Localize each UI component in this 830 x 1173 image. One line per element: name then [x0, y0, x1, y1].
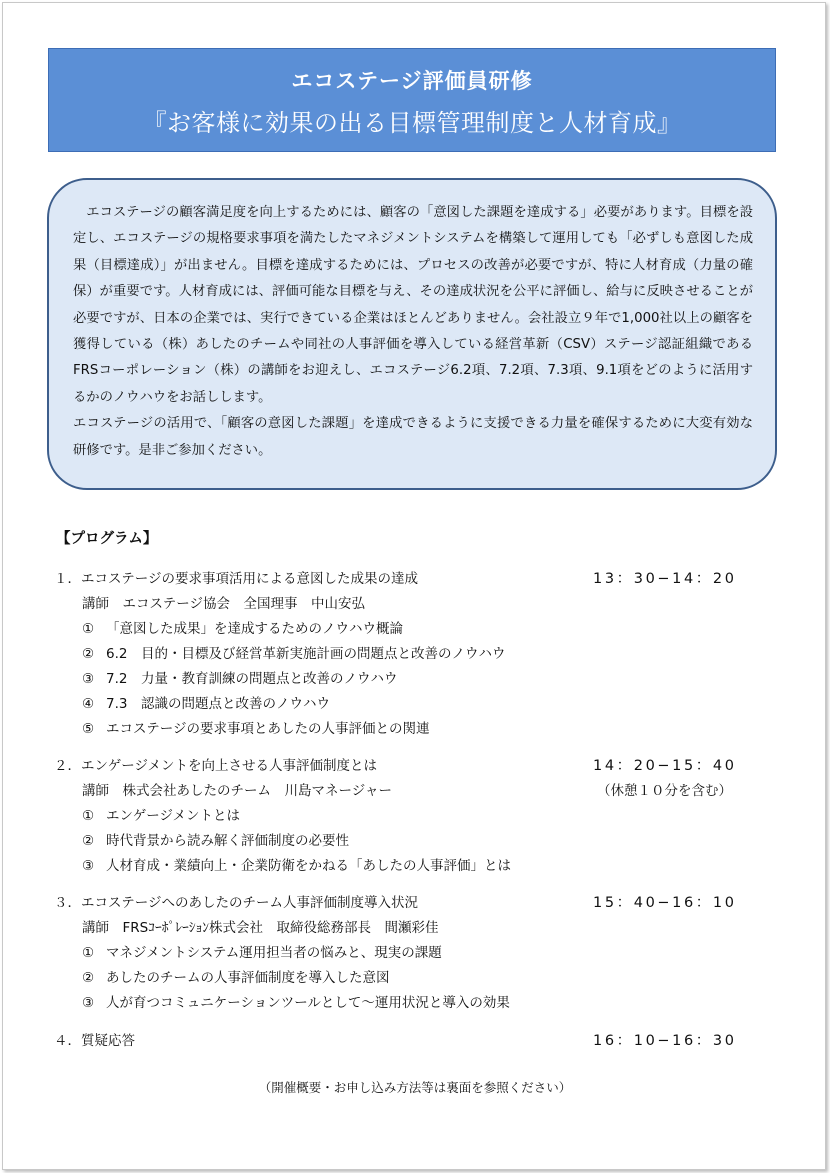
section-time: 16：10−16：30: [593, 1033, 737, 1049]
section-time: 15：40−16：10: [593, 895, 737, 911]
break-note: （休憩１０分を含む）: [597, 783, 732, 799]
section-instructor: 講師 株式会社あしたのチーム 川島マネージャー: [82, 783, 392, 799]
program-section-2: [0, 751, 830, 876]
program-section-3: [0, 888, 830, 1013]
title-banner: [48, 48, 776, 152]
program-section-4: [0, 1026, 830, 1051]
section-title: １．エコステージの要求事項活用による意図した成果の達成: [54, 571, 418, 587]
page-subtitle: 『お客様に効果の出る目標管理制度と人材育成』: [142, 109, 682, 137]
list-item: ⑤ エコステージの要求事項とあしたの人事評価との関連: [82, 721, 430, 737]
footer-note: （開催概要・お申し込み方法等は裏面を参照ください）: [258, 1080, 572, 1095]
intro-paragraph-1: エコステージの顧客満足度を向上するためには、顧客の「意図した課題を達成する」必要があります。目標を設定し、エコステージの規格要求事項を満たしたマネジメントシステムを構築して運用しても「必ずしも意図した成果（目標達成）」が出ません。目標を達成するためには、プロセスの改善が必要ですが、特に人材育成（力量の確保）が重要です。人材育成には、評価可能な目標を与え、その達成状況を公平に評価し、給与に反映させることが必要ですが、日本の企業では、実行できている企業はほとんどありません。会社設立９年で1,000社以上の顧客を獲得している（株）あしたのチームや同社の人事評価を導入している経営革新（CSV）ステージ認証組織であるFRSコーポレーション（株）の講師をお迎えし、エコステージ6.2項、7.2項、7.3項、9.1項をどのように活用するかのノウハウをお話しします。: [73, 205, 753, 405]
page-title: エコステージ評価員研修: [291, 69, 533, 93]
section-instructor: 講師 エコステージ協会 全国理事 中山安弘: [82, 596, 365, 612]
list-item: ② 時代背景から読み解く評価制度の必要性: [82, 833, 349, 849]
section-title: ３．エコステージへのあしたのチーム人事評価制度導入状況: [54, 895, 418, 911]
list-item: ① マネジメントシステム運用担当者の悩みと、現実の課題: [82, 945, 442, 961]
list-item: ② 6.2 目的・目標及び経営革新実施計画の問題点と改善のノウハウ: [82, 646, 506, 662]
program-heading: 【プログラム】: [56, 531, 158, 547]
section-instructor: 講師 FRSｺｰﾎﾟﾚｰｼｮﾝ株式会社 取締役総務部長 間瀬彩佳: [82, 920, 439, 936]
program-section-1: [0, 564, 830, 739]
list-item: ① 「意図した成果」を達成するためのノウハウ概論: [82, 621, 403, 637]
list-item: ④ 7.3 認識の問題点と改善のノウハウ: [82, 696, 330, 712]
section-time: 13：30−14：20: [593, 571, 737, 587]
list-item: ③ 人が育つコミュニケーションツールとして～運用状況と導入の効果: [82, 995, 510, 1011]
intro-paragraph-2: エコステージの活用で、「顧客の意図した課題」を達成できるように支援できる力量を確保するために大変有効な研修です。是非ご参加ください。: [73, 416, 753, 458]
list-item: ③ 7.2 力量・教育訓練の問題点と改善のノウハウ: [82, 671, 398, 687]
intro-box: [47, 178, 777, 490]
section-title: ２．エンゲージメントを向上させる人事評価制度とは: [54, 758, 378, 774]
list-item: ③ 人材育成・業績向上・企業防衛をかねる「あしたの人事評価」とは: [82, 858, 511, 874]
section-title: ４．質疑応答: [54, 1033, 135, 1049]
list-item: ① エンゲージメントとは: [82, 808, 241, 824]
section-time: 14：20−15：40: [593, 758, 737, 774]
list-item: ② あしたのチームの人事評価制度を導入した意図: [82, 970, 390, 986]
